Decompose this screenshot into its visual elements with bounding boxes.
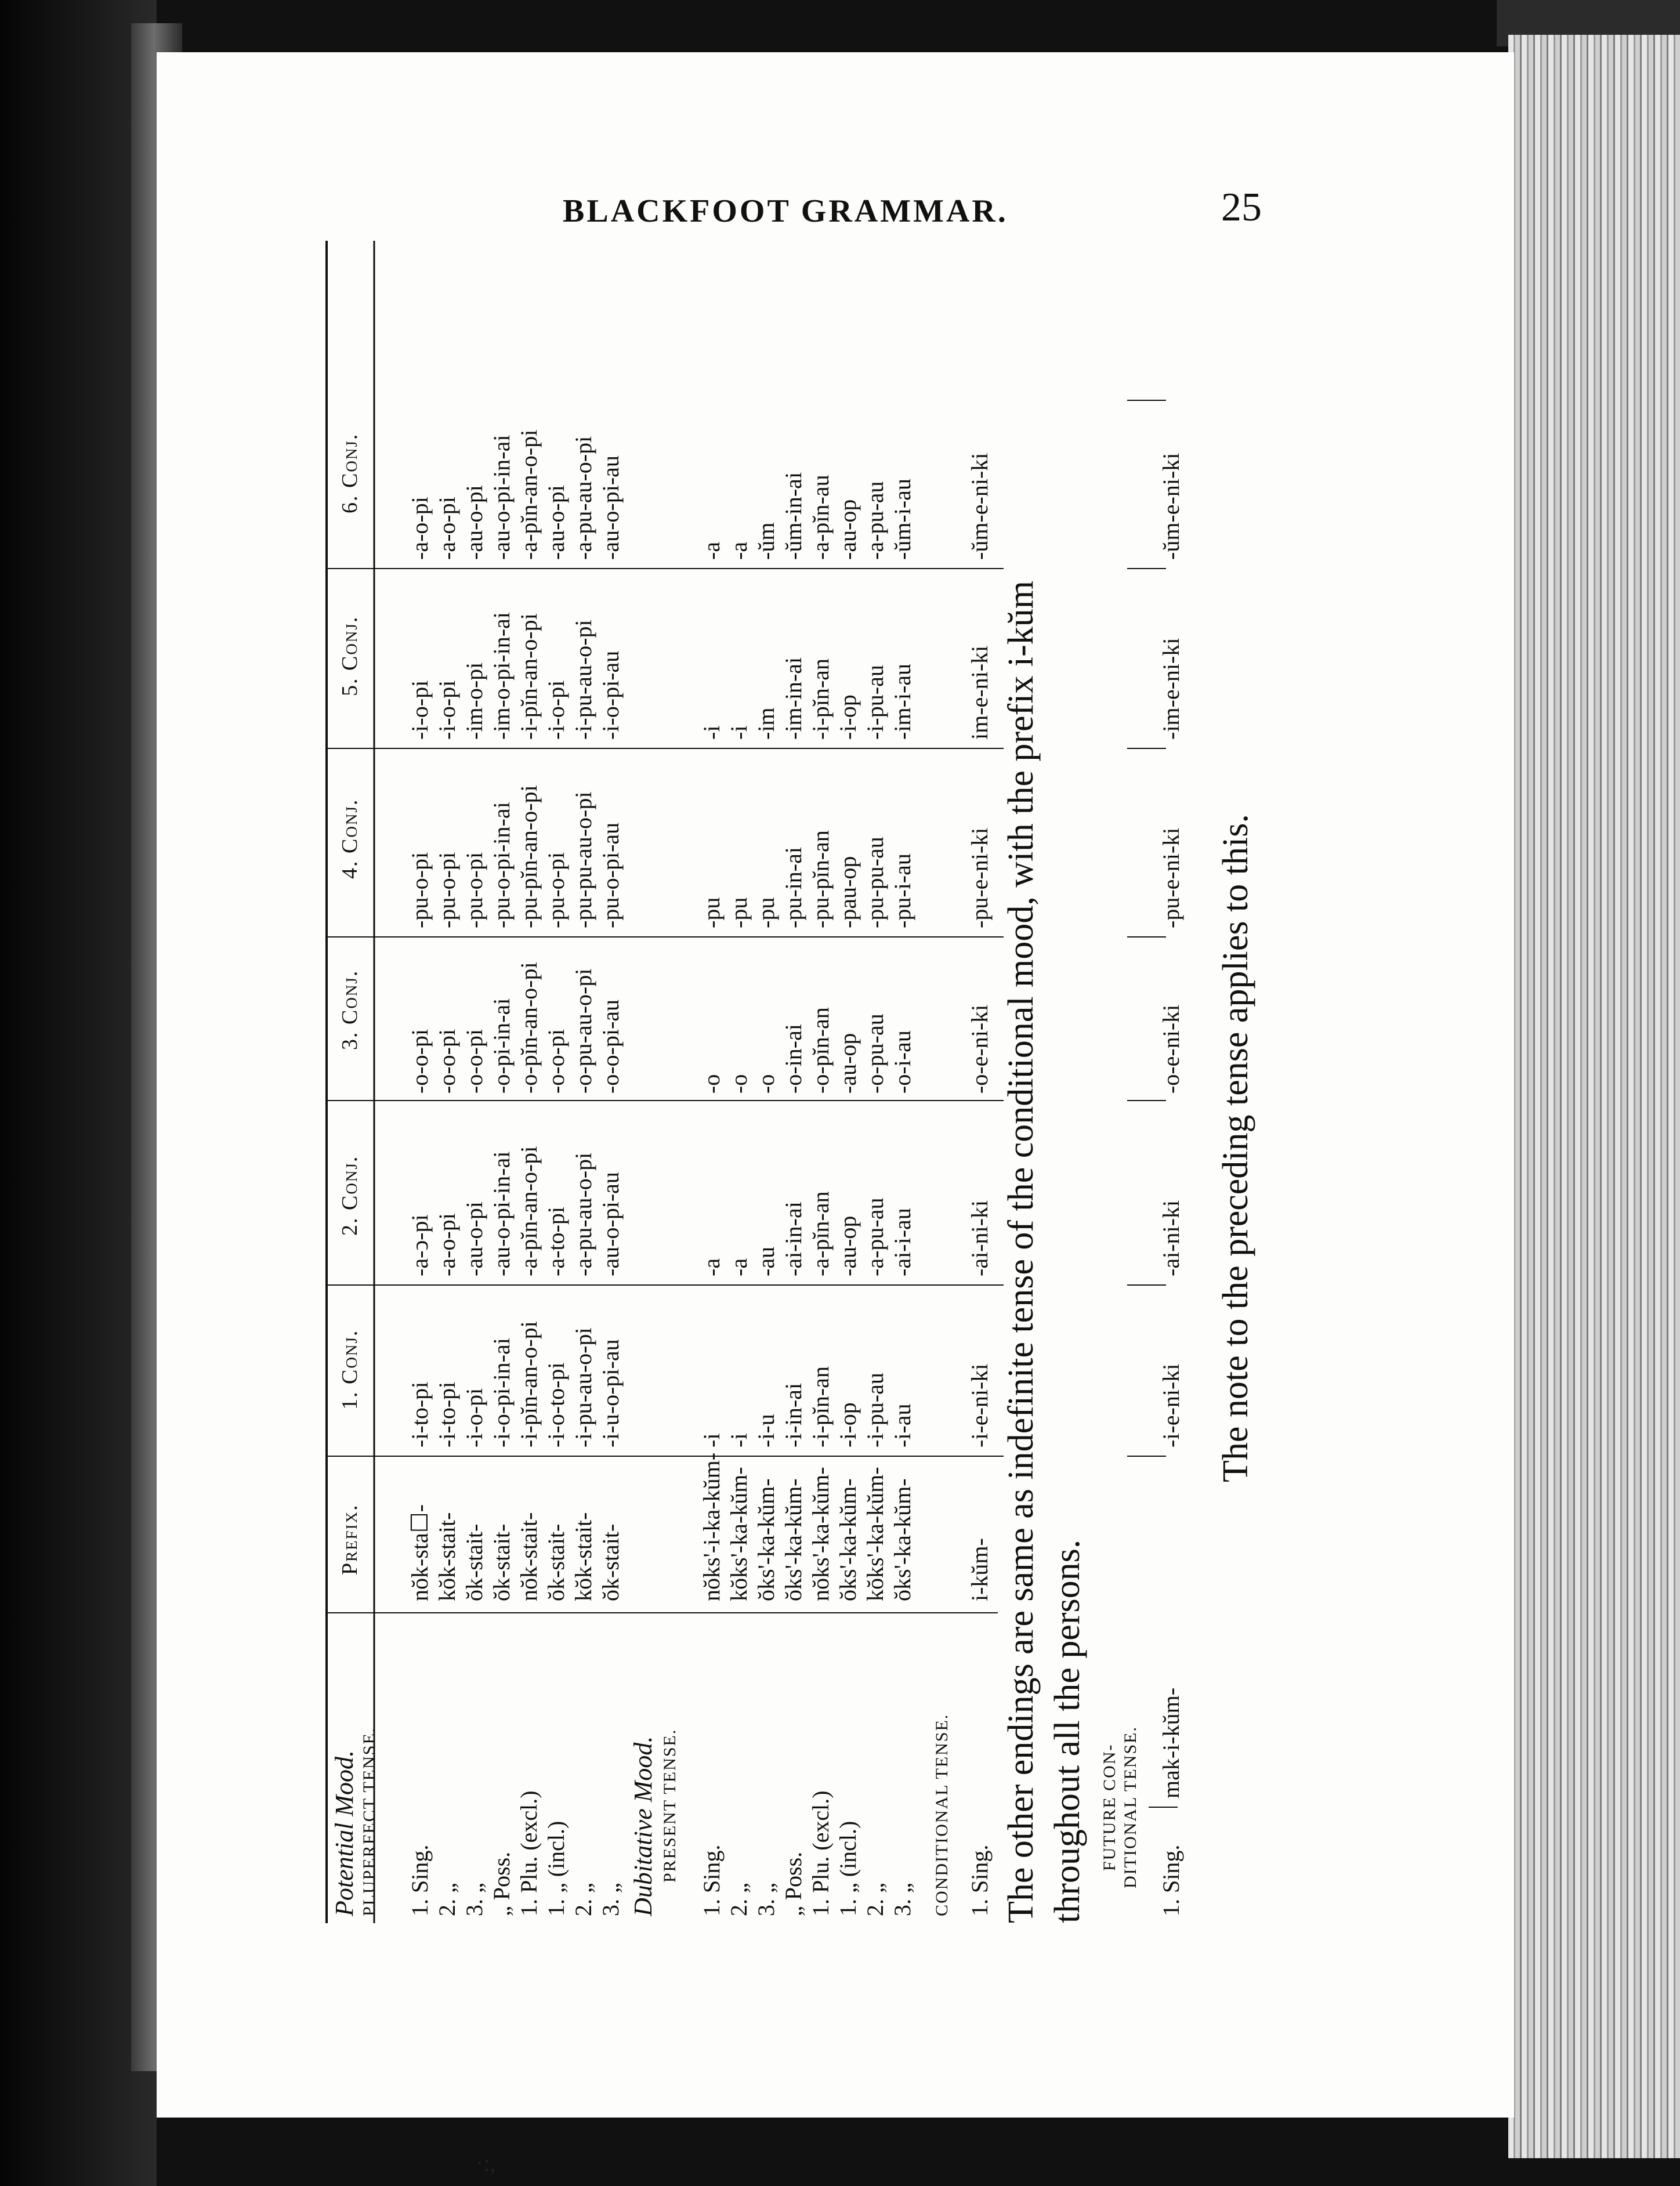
dubitative-mood-label: Dubitative Mood.: [629, 1736, 657, 1916]
prefix-cell: ŏks'-ka-kŭm-: [753, 1478, 779, 1601]
ending-cell: -o: [726, 1074, 752, 1094]
ending-cell: -ŭm-i-au: [889, 479, 915, 560]
ending-cell: -pu-o-pi: [407, 852, 433, 928]
ending-cell: -im-i-au: [889, 663, 915, 740]
ending-cell: -i-o-pi-au: [598, 650, 624, 740]
ending-cell: -i-o-pi: [543, 680, 569, 740]
conditional-ending-conj-2: -ai-ni-ki: [966, 1200, 993, 1276]
column-header-conj-6: 6. Conj.: [338, 433, 362, 513]
ending-cell: -a-o-pi: [434, 497, 460, 560]
ending-cell: -i-pu-au-o-pi: [570, 620, 596, 740]
potential-conj-2-column: [406, 1146, 624, 1276]
prefix-cell: nŏks'-ka-kŭm-: [808, 1467, 834, 1601]
conditional-ending-conj-4: -pu-e-ni-ki: [966, 827, 993, 928]
person-label: „ Poss.: [488, 1851, 515, 1916]
ending-cell: -a-pĭn-an-o-pi: [516, 429, 542, 560]
ending-cell: -pu-pĭn-an: [808, 830, 834, 928]
ending-cell: -pu-o-pi-au: [598, 822, 624, 928]
preceding-tense-note: The note to the preceding tense applies to this.: [1216, 814, 1255, 1482]
future-conditional-tense-label-line-2: DITIONAL TENSE.: [1121, 1726, 1140, 1888]
person-label: „ Poss.: [780, 1851, 806, 1916]
ending-cell: -o: [753, 1074, 779, 1094]
ending-cell: -i-o-pi: [434, 680, 460, 740]
ending-cell: -a-pĭn-au: [808, 475, 834, 560]
prefix-cell: nŏk-sta☐-: [407, 1504, 433, 1601]
conditional-ending-conj-5: im-e-ni-ki: [966, 645, 993, 740]
ending-cell: -im-o-pi: [461, 662, 487, 740]
ending-cell: -pu-pu-au: [862, 837, 888, 928]
running-header: BLACKFOOT GRAMMAR.: [563, 193, 1008, 229]
conditional-person: 1. Sing.: [966, 1844, 993, 1916]
potential-mood-label: Potential Mood.: [330, 1750, 359, 1916]
potential-conj-1-column: [406, 1321, 624, 1447]
ending-cell: -o-pi-in-ai: [488, 998, 515, 1094]
conditional-tense-label: CONDITIONAL TENSE.: [932, 1713, 951, 1916]
ending-cell: -i: [698, 1433, 725, 1447]
ending-cell: -ŭm: [753, 522, 779, 560]
person-label: 3. „: [598, 1883, 624, 1916]
ending-cell: -i-u: [753, 1414, 779, 1447]
future-ending-conj-1: -i-e-ni-ki: [1158, 1363, 1184, 1447]
ending-cell: -a-pĭn-an-o-pi: [516, 1146, 542, 1276]
person-label: 1. „ (incl.): [543, 1821, 569, 1916]
person-label: 2. „: [862, 1883, 888, 1916]
column-header-conj-2: 2. Conj.: [338, 1155, 362, 1236]
prefix-cell: kŏk-stait-: [570, 1512, 596, 1601]
person-label: 1. „ (incl.): [835, 1821, 861, 1916]
ending-cell: -au: [753, 1246, 779, 1276]
ending-cell: -i-pĭn-an: [808, 658, 834, 740]
ending-cell: -ai-in-ai: [780, 1201, 806, 1276]
ending-cell: -o-pĭn-an-o-pi: [516, 962, 542, 1094]
ending-cell: -au-op: [835, 499, 861, 560]
ending-cell: -i-pu-au: [862, 665, 888, 740]
ending-cell: -o-o-pi: [434, 1029, 460, 1094]
ending-cell: -a: [726, 1258, 752, 1276]
ending-cell: -o-o-pi: [407, 1029, 433, 1094]
dubitative-prefix-column: [698, 1453, 916, 1601]
prefix-cell: ŏk-stait-: [461, 1523, 487, 1601]
prefix-cell: ŏk-stait-: [488, 1523, 515, 1601]
person-label: 1. Sing.: [407, 1844, 433, 1916]
ending-cell: -pu-pu-au-o-pi: [570, 791, 596, 928]
ending-cell: -o-o-pi: [461, 1029, 487, 1094]
prefix-cell: ŏk-stait-: [543, 1523, 569, 1601]
ending-cell: -a-pu-au: [862, 481, 888, 560]
ending-cell: -a-o-pi: [407, 497, 433, 560]
potential-conj-6-column: [406, 430, 624, 560]
ending-cell: -i-pĭn-an: [808, 1366, 834, 1447]
ending-cell: -i-pĭn-an-o-pi: [516, 1321, 542, 1447]
potential-conj-5-column: [406, 612, 624, 740]
ending-cell: -i-pĭn-an-o-pi: [516, 613, 542, 740]
ending-cell: -i-o-to-pi: [543, 1362, 569, 1447]
person-label: 3. „: [753, 1883, 779, 1916]
ending-cell: -i: [698, 725, 725, 740]
column-header-conj-5: 5. Conj.: [338, 616, 362, 696]
prefix-cell: ŏks'-ka-kŭm-: [780, 1478, 806, 1601]
ending-cell: -i-o-pi: [407, 680, 433, 740]
dubitative-conj-5-column: [698, 657, 916, 740]
column-header-prefix: Prefix.: [338, 1504, 362, 1575]
conditional-ending-conj-3: -o-e-ni-ki: [966, 1004, 993, 1094]
ending-cell: -pau-op: [835, 856, 861, 928]
ending-cell: -o-in-ai: [780, 1024, 806, 1094]
dubitative-persons: [698, 1790, 916, 1916]
ending-cell: -au-o-pi-in-ai: [488, 435, 515, 560]
future-ending-conj-5: -im-e-ni-ki: [1158, 638, 1184, 740]
potential-persons: [406, 1790, 624, 1916]
potential-conj-3-column: [406, 962, 624, 1094]
ending-cell: -a-pu-au-o-pi: [570, 436, 596, 560]
ending-cell: -pu-pĭn-an-o-pi: [516, 785, 542, 928]
ending-cell: -i-to-pi: [407, 1381, 433, 1447]
person-label: 2. „: [570, 1883, 596, 1916]
ending-cell: -au-o-pi: [543, 485, 569, 560]
prefix-cell: ŏks'-ka-kŭm-: [835, 1478, 861, 1601]
ending-cell: -au-o-pi: [461, 1201, 487, 1276]
ending-cell: -pu-o-pi-in-ai: [488, 802, 515, 928]
present-tense-label: PRESENT TENSE.: [660, 1728, 679, 1883]
person-label: 3. „: [461, 1883, 487, 1916]
ending-cell: -pu-in-ai: [780, 847, 806, 928]
person-label: 1. Plu. (excl.): [808, 1790, 834, 1916]
ending-cell: -o-pu-au-o-pi: [570, 968, 596, 1094]
ending-cell: -i-op: [835, 694, 861, 740]
ending-cell: -a: [726, 541, 752, 560]
ending-cell: -au-op: [835, 1033, 861, 1094]
ending-cell: -au-o-pi-in-ai: [488, 1151, 515, 1276]
ending-cell: -a-o-pi: [434, 1213, 460, 1276]
ending-cell: -i-in-ai: [780, 1382, 806, 1447]
prefix-cell: ŏks'-ka-kŭm-: [889, 1478, 915, 1601]
dubitative-conj-2-column: [698, 1191, 916, 1276]
ending-cell: -pu-o-pi: [543, 852, 569, 928]
prefix-cell: kŏks'-ka-kŭm-: [862, 1467, 888, 1601]
ending-cell: -im-o-pi-in-ai: [488, 612, 515, 740]
prefix-cell: kŏk-stait-: [434, 1512, 460, 1601]
ending-cell: -im: [753, 707, 779, 740]
dubitative-conj-6-column: [698, 472, 916, 560]
person-label: 1. Sing.: [698, 1844, 725, 1916]
ending-cell: -au-o-pi-au: [598, 1172, 624, 1276]
ending-cell: -au-op: [835, 1215, 861, 1276]
dubitative-conj-1-column: [698, 1366, 916, 1447]
ending-cell: -i-pu-au-o-pi: [570, 1327, 596, 1447]
person-label: 2. „: [434, 1883, 460, 1916]
ending-cell: -i-op: [835, 1402, 861, 1447]
ending-cell: -o-pĭn-an: [808, 1007, 834, 1094]
ending-cell: -i-pu-au: [862, 1373, 888, 1447]
future-ending-conj-4: -pu-e-ni-ki: [1158, 827, 1184, 928]
potential-conj-4-column: [406, 785, 624, 928]
ending-cell: -a-pĭn-an: [808, 1191, 834, 1276]
person-label: 3. „: [889, 1883, 915, 1916]
ending-cell: -pu-o-pi: [461, 852, 487, 928]
conditional-ending-conj-1: -i-e-ni-ki: [966, 1363, 993, 1447]
future-ending-conj-3: -o-e-ni-ki: [1158, 1004, 1184, 1094]
ending-cell: -i-to-pi: [434, 1381, 460, 1447]
ending-cell: -a: [698, 1258, 725, 1276]
ending-cell: -o-o-pi-au: [598, 999, 624, 1094]
ending-cell: -i-o-pi: [461, 1388, 487, 1447]
ending-cell: -o-pu-au: [862, 1014, 888, 1094]
scan-speck: ·:,: [476, 2150, 496, 2176]
ending-cell: -pu: [726, 897, 752, 928]
future-ending-conj-6: -ŭm-e-ni-ki: [1158, 453, 1184, 560]
ending-cell: -pu: [698, 897, 725, 928]
future-conditional-tense-label-line-1: FUTURE CON-: [1100, 1743, 1119, 1871]
ending-cell: -i: [726, 1433, 752, 1447]
potential-prefix-column: [406, 1504, 624, 1601]
ending-cell: -pu-o-pi: [434, 852, 460, 928]
ending-cell: -ŭm-in-ai: [780, 472, 806, 560]
ending-cell: -o: [698, 1074, 725, 1094]
page-edges: [1508, 35, 1680, 2158]
person-label: 2. „: [726, 1883, 752, 1916]
future-person: 1. Sing.: [1158, 1844, 1184, 1916]
future-ending-conj-2: -ai-ni-ki: [1158, 1200, 1184, 1276]
ending-cell: -a-ↄ-pi: [407, 1214, 433, 1276]
prefix-cell: nŏks'-i-ka-kŭm-: [698, 1452, 725, 1601]
pluperfect-tense-label: PLUPERFECT TENSE.: [360, 1727, 379, 1916]
ending-cell: -i: [726, 725, 752, 740]
ending-cell: -i-u-o-pi-au: [598, 1339, 624, 1447]
ending-cell: -a-pu-au-o-pi: [570, 1152, 596, 1276]
ending-cell: -a-pu-au: [862, 1197, 888, 1276]
column-header-conj-4: 4. Conj.: [338, 798, 362, 879]
prefix-cell: kŏks'-ka-kŭm-: [726, 1467, 752, 1601]
conditional-prefix: i-kŭm-: [966, 1538, 993, 1601]
ending-cell: -au-o-pi-au: [598, 455, 624, 560]
column-header-conj-3: 3. Conj.: [338, 969, 362, 1050]
ending-cell: -o-i-au: [889, 1030, 915, 1094]
ending-cell: -au-o-pi: [461, 485, 487, 560]
rotated-table-block: [287, 241, 1308, 1923]
ending-cell: -i-o-pi-in-ai: [488, 1338, 515, 1447]
ending-cell: -im-in-ai: [780, 657, 806, 740]
future-prefix: mak-i-kŭm-: [1158, 1687, 1184, 1798]
page-number: 25: [1221, 185, 1262, 230]
person-label: 1. Plu. (excl.): [516, 1790, 542, 1916]
ending-cell: -a-to-pi: [543, 1207, 569, 1276]
ending-cell: -ai-i-au: [889, 1208, 915, 1276]
conditional-ending-conj-6: -ŭm-e-ni-ki: [966, 453, 993, 560]
conditional-note-line-2: throughout all the persons.: [1048, 1539, 1087, 1923]
dubitative-conj-3-column: [698, 1007, 916, 1094]
ending-cell: -a: [698, 541, 725, 560]
ending-cell: -i-au: [889, 1403, 915, 1447]
ending-cell: -pu: [753, 897, 779, 928]
prefix-cell: nŏk-stait-: [516, 1512, 542, 1601]
ending-cell: -pu-i-au: [889, 853, 915, 928]
conditional-note-line-1: The other endings are same as indefinite tense of the conditional mood, with the prefix i-kŭm: [1001, 580, 1041, 1923]
column-header-conj-1: 1. Conj.: [338, 1329, 362, 1410]
dubitative-conj-4-column: [698, 830, 916, 928]
prefix-cell: ŏk-stait-: [598, 1523, 624, 1601]
ending-cell: -o-o-pi: [543, 1029, 569, 1094]
